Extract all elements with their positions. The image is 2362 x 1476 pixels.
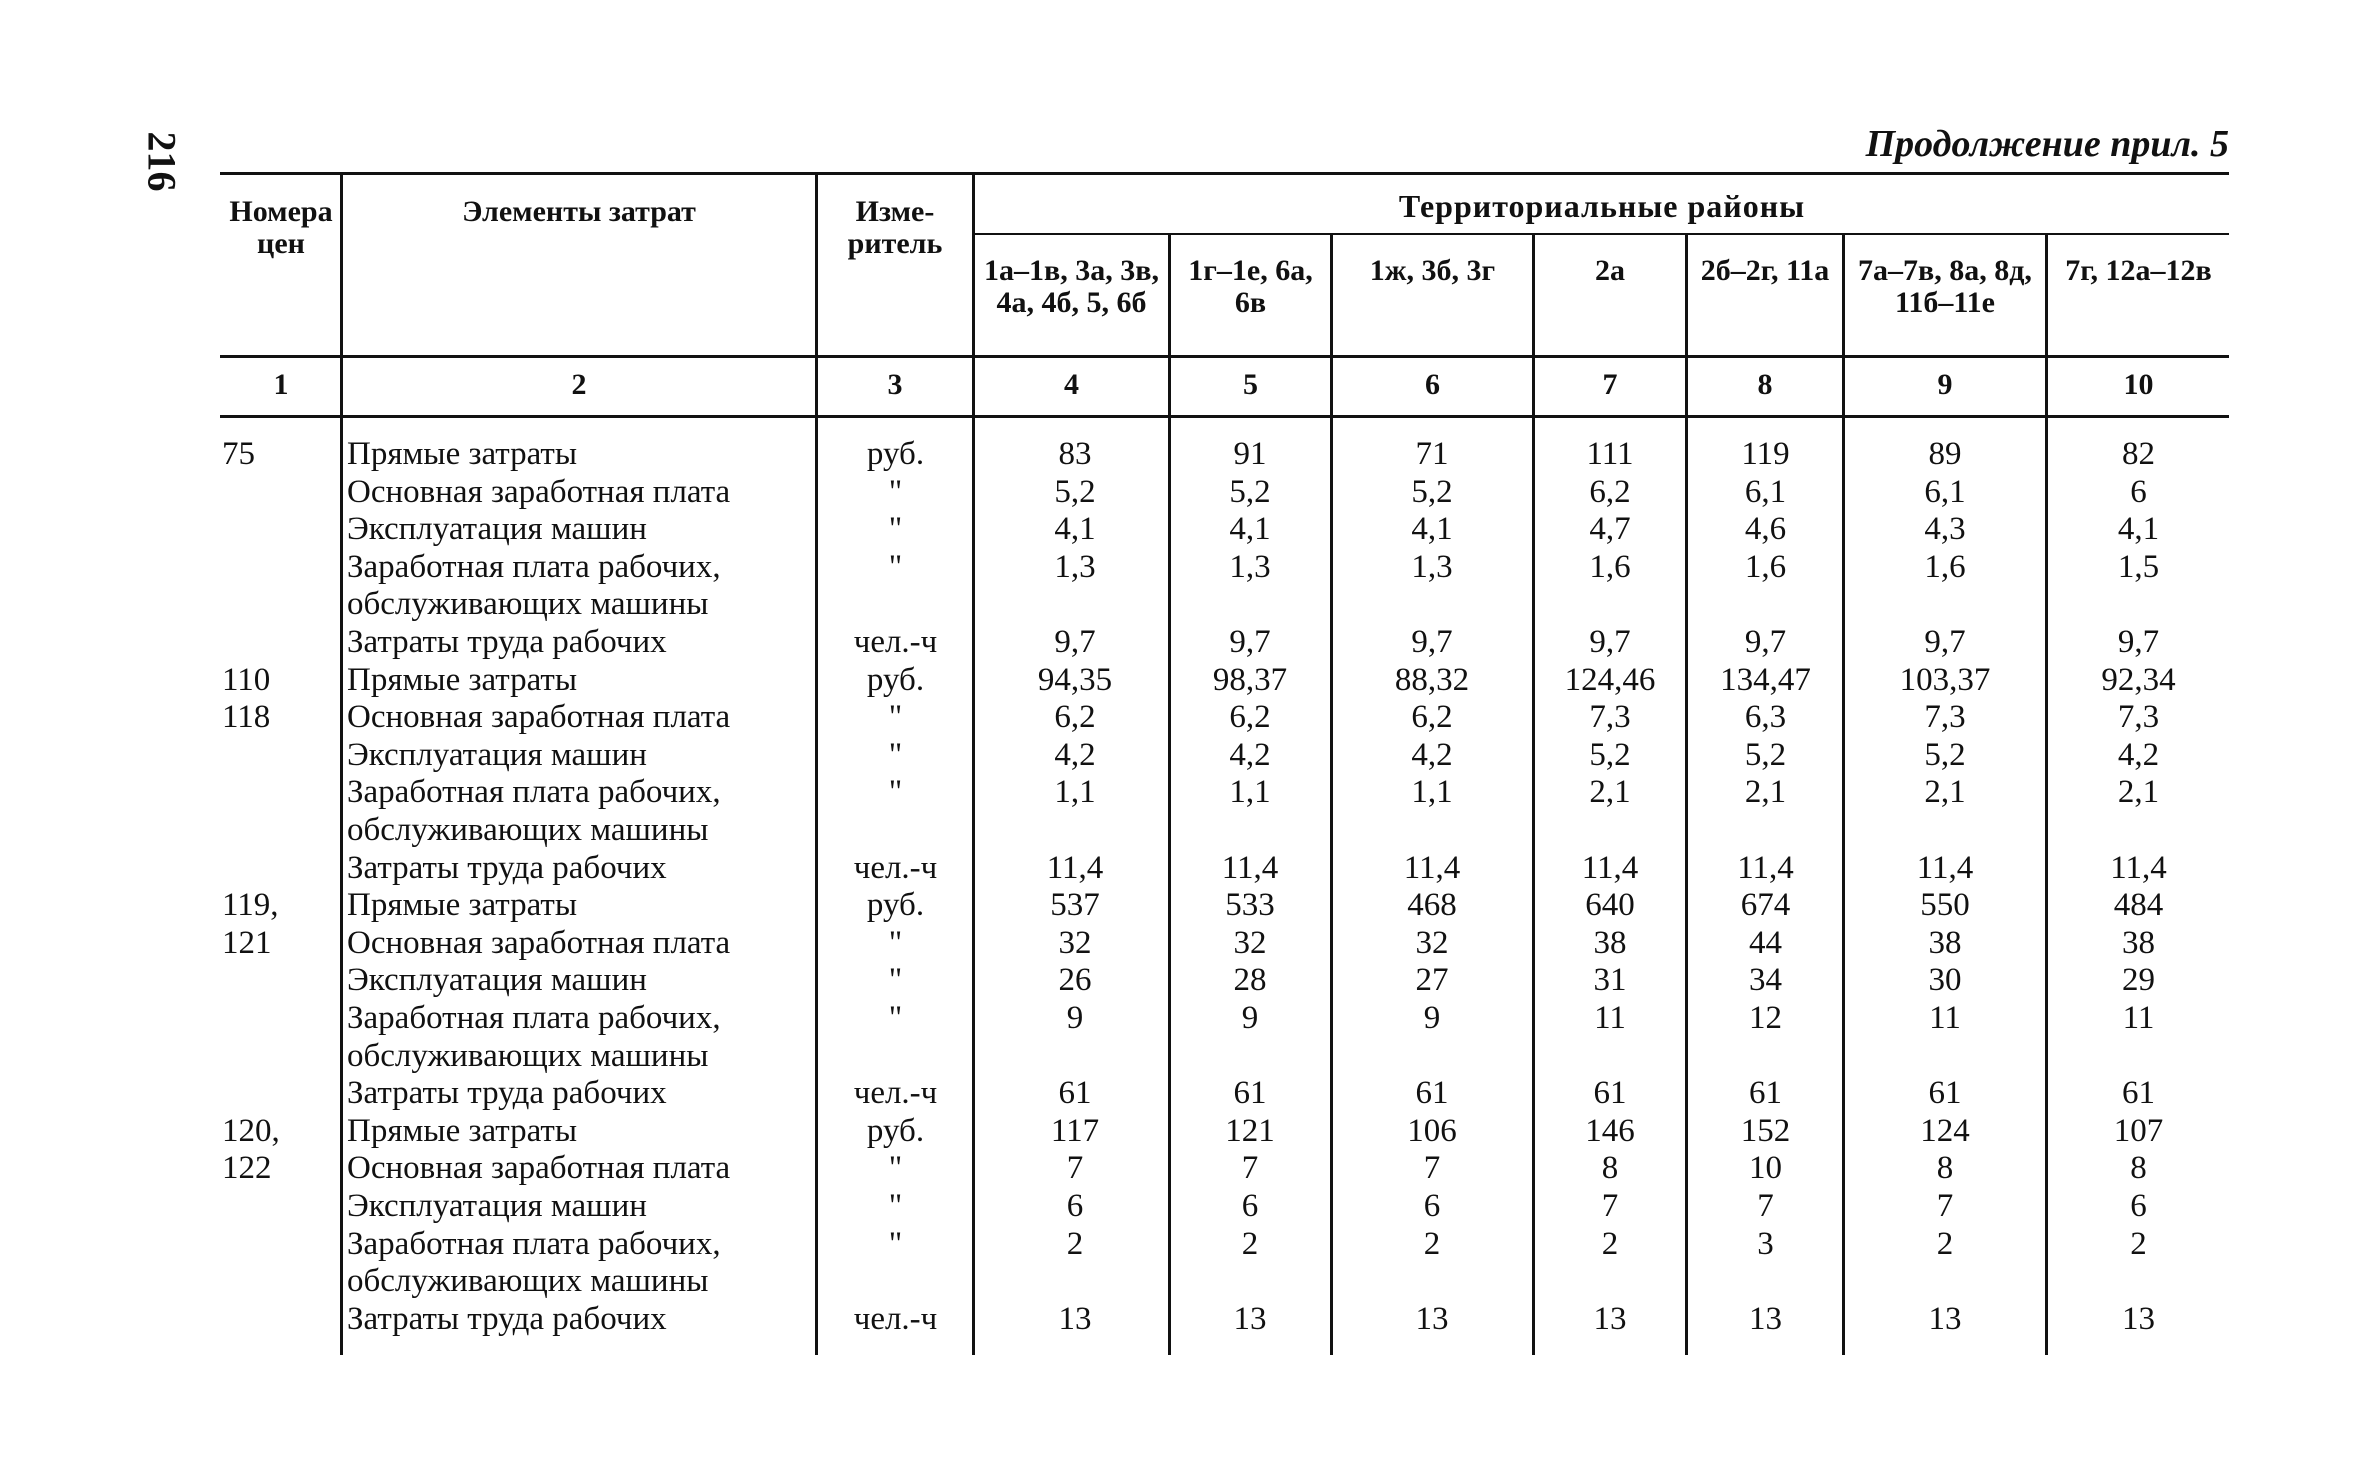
column-number: 1 [273, 368, 289, 401]
value-cell: 640 [1585, 887, 1635, 923]
value-cell: 44 [1749, 925, 1782, 961]
table-row [0, 435, 2362, 473]
value-cell: 6,3 [1744, 699, 1787, 735]
value-cell: 1,1 [1229, 774, 1271, 810]
value-cell: 92,34 [2101, 662, 2176, 698]
value-cell: 103,37 [1899, 662, 1991, 698]
value-cell: 7 [1066, 1150, 1084, 1186]
table-row [0, 924, 2362, 962]
value-cell: 61 [1233, 1075, 1267, 1111]
price-number: 119, [222, 887, 279, 923]
table-row [0, 1149, 2362, 1187]
value-cell: 13 [1749, 1301, 1782, 1337]
price-number: 122 [222, 1150, 272, 1186]
value-cell: 11,4 [1221, 850, 1279, 886]
value-cell: 61 [1749, 1075, 1782, 1111]
unit-cell: " [888, 962, 903, 998]
value-cell: 6,2 [1229, 699, 1271, 735]
group-header-rule [975, 233, 2229, 235]
value-cell: 89 [1928, 436, 1962, 472]
value-cell: 9,7 [2117, 624, 2160, 660]
value-cell: 13 [1058, 1301, 1092, 1337]
value-cell: 6,2 [1054, 699, 1096, 735]
value-cell: 4,2 [1411, 737, 1453, 773]
region-header: 1г–1е, 6а, 6в [1188, 254, 1313, 319]
header-bottom-rule [220, 355, 2229, 358]
value-cell: 12 [1749, 1000, 1782, 1036]
value-cell: 32 [1233, 925, 1267, 961]
unit-cell: " [888, 774, 903, 810]
table-row [0, 1037, 2362, 1075]
value-cell: 88,32 [1394, 662, 1470, 698]
value-cell: 38 [1593, 925, 1627, 961]
cost-element: Эксплуатация машин [347, 1188, 647, 1224]
region-header: 2б–2г, 11а [1700, 254, 1830, 287]
value-cell: 6,1 [1924, 474, 1966, 510]
table-row [0, 623, 2362, 661]
value-cell: 1,6 [1924, 549, 1966, 585]
cost-element: Прямые затраты [347, 662, 578, 698]
table-top-rule [220, 172, 2229, 175]
unit-cell: руб. [866, 1113, 925, 1149]
value-cell: 6,2 [1589, 474, 1631, 510]
value-cell: 468 [1407, 887, 1457, 923]
value-cell: 13 [1593, 1301, 1627, 1337]
region-header: 1ж, 3б, 3г [1369, 254, 1496, 287]
unit-cell: чел.-ч [853, 1301, 938, 1337]
value-cell: 2 [1066, 1226, 1084, 1262]
column-number: 9 [1937, 368, 1953, 401]
value-cell: 9,7 [1054, 624, 1096, 660]
header-prices: Номера цен [229, 195, 333, 260]
value-cell: 61 [1928, 1075, 1962, 1111]
unit-cell: " [888, 925, 903, 961]
value-cell: 9,7 [1924, 624, 1966, 660]
cost-element: обслуживающих машины [347, 586, 709, 622]
value-cell: 1,3 [1054, 549, 1096, 585]
value-cell: 29 [2122, 962, 2155, 998]
price-number: 75 [222, 436, 255, 472]
value-cell: 26 [1058, 962, 1092, 998]
table-row [0, 473, 2362, 511]
price-number: 110 [222, 662, 271, 698]
value-cell: 111 [1586, 436, 1634, 472]
column-number: 6 [1425, 368, 1440, 401]
price-number: 118 [222, 699, 271, 735]
value-cell: 61 [1593, 1075, 1627, 1111]
table-row [0, 1112, 2362, 1150]
table-row [0, 961, 2362, 999]
unit-cell: " [888, 1226, 903, 1262]
value-cell: 11,4 [1046, 850, 1104, 886]
table-row [0, 999, 2362, 1037]
caption: Продолжение прил. 5 [1865, 123, 2229, 165]
value-cell: 31 [1593, 962, 1627, 998]
value-cell: 2,1 [2117, 774, 2160, 810]
cost-element: Затраты труда рабочих [347, 624, 667, 660]
value-cell: 5,2 [1411, 474, 1453, 510]
value-cell: 5,2 [1924, 737, 1966, 773]
value-cell: 2 [1936, 1226, 1954, 1262]
value-cell: 8 [1936, 1150, 1954, 1186]
value-cell: 34 [1749, 962, 1782, 998]
column-number: 8 [1757, 368, 1773, 401]
value-cell: 6 [2130, 474, 2147, 510]
price-number: 120, [222, 1113, 280, 1149]
value-cell: 94,35 [1037, 662, 1113, 698]
value-cell: 121 [1225, 1113, 1275, 1149]
cost-element: Затраты труда рабочих [347, 850, 667, 886]
value-cell: 6 [1241, 1188, 1259, 1224]
numbers-bottom-rule [220, 415, 2229, 418]
cost-element: Основная заработная плата [347, 699, 731, 735]
table-row [0, 736, 2362, 774]
value-cell: 98,37 [1212, 662, 1288, 698]
unit-cell: " [888, 511, 903, 547]
value-cell: 7,3 [1924, 699, 1966, 735]
table-row [0, 1187, 2362, 1225]
unit-cell: " [888, 737, 903, 773]
value-cell: 2,1 [1589, 774, 1631, 810]
cost-element: обслуживающих машины [347, 1263, 709, 1299]
value-cell: 7 [1936, 1188, 1954, 1224]
value-cell: 27 [1415, 962, 1449, 998]
value-cell: 5,2 [1744, 737, 1787, 773]
value-cell: 1,1 [1054, 774, 1096, 810]
value-cell: 4,2 [1054, 737, 1096, 773]
table-row [0, 661, 2362, 699]
table-row [0, 886, 2362, 924]
value-cell: 13 [1233, 1301, 1267, 1337]
unit-cell: " [888, 474, 903, 510]
column-number: 3 [887, 368, 903, 401]
value-cell: 8 [2130, 1150, 2147, 1186]
unit-cell: " [888, 1188, 903, 1224]
header-regions-group: Территориальные районы [1398, 188, 1806, 224]
unit-cell: руб. [866, 662, 925, 698]
region-header: 2а [1595, 254, 1625, 287]
value-cell: 38 [1928, 925, 1962, 961]
cost-element: обслуживающих машины [347, 812, 709, 848]
value-cell: 4,1 [1054, 511, 1096, 547]
cost-element: Эксплуатация машин [347, 962, 647, 998]
cost-element: Прямые затраты [347, 436, 578, 472]
value-cell: 4,1 [2117, 511, 2160, 547]
value-cell: 9 [1066, 1000, 1084, 1036]
value-cell: 11 [1929, 1000, 1961, 1036]
column-number: 10 [2123, 368, 2154, 401]
value-cell: 9 [1423, 1000, 1441, 1036]
value-cell: 537 [1050, 887, 1100, 923]
header-unit: Изме-ритель [847, 195, 943, 260]
value-cell: 5,2 [1054, 474, 1096, 510]
value-cell: 8 [1601, 1150, 1619, 1186]
value-cell: 2,1 [1744, 774, 1787, 810]
unit-cell: руб. [866, 887, 925, 923]
value-cell: 11,4 [2110, 850, 2167, 886]
value-cell: 4,2 [2117, 737, 2160, 773]
value-cell: 1,3 [1411, 549, 1453, 585]
cost-element: Основная заработная плата [347, 1150, 731, 1186]
value-cell: 3 [1757, 1226, 1774, 1262]
page-number: 216 [139, 131, 185, 192]
value-cell: 30 [1928, 962, 1962, 998]
value-cell: 11,4 [1581, 850, 1639, 886]
cost-element: Затраты труда рабочих [347, 1301, 667, 1337]
value-cell: 13 [1415, 1301, 1449, 1337]
cost-element: Заработная плата рабочих, [347, 1000, 721, 1036]
table-row [0, 585, 2362, 623]
value-cell: 1,3 [1229, 549, 1271, 585]
value-cell: 38 [2122, 925, 2155, 961]
value-cell: 2,1 [1924, 774, 1966, 810]
cost-element: Эксплуатация машин [347, 737, 647, 773]
value-cell: 4,3 [1924, 511, 1966, 547]
table-row [0, 698, 2362, 736]
value-cell: 7,3 [1589, 699, 1631, 735]
value-cell: 7 [1601, 1188, 1619, 1224]
value-cell: 7 [1757, 1188, 1774, 1224]
value-cell: 152 [1740, 1113, 1791, 1149]
value-cell: 117 [1050, 1113, 1100, 1149]
value-cell: 134,47 [1720, 662, 1811, 698]
value-cell: 1,6 [1589, 549, 1631, 585]
value-cell: 4,6 [1744, 511, 1787, 547]
cost-element: Основная заработная плата [347, 925, 731, 961]
unit-cell: руб. [866, 436, 925, 472]
cost-element: Заработная плата рабочих, [347, 549, 721, 585]
value-cell: 9,7 [1411, 624, 1453, 660]
value-cell: 13 [1928, 1301, 1962, 1337]
unit-cell: " [888, 549, 903, 585]
column-number: 4 [1064, 368, 1079, 401]
value-cell: 1,6 [1744, 549, 1787, 585]
table-row [0, 1300, 2362, 1338]
value-cell: 9,7 [1744, 624, 1787, 660]
value-cell: 32 [1415, 925, 1449, 961]
value-cell: 11,4 [1403, 850, 1461, 886]
value-cell: 5,2 [1229, 474, 1271, 510]
value-cell: 124 [1920, 1113, 1970, 1149]
value-cell: 533 [1225, 887, 1275, 923]
table-row [0, 1074, 2362, 1112]
unit-cell: " [888, 699, 903, 735]
cost-element: Прямые затраты [347, 1113, 578, 1149]
value-cell: 4,7 [1589, 511, 1631, 547]
value-cell: 71 [1415, 436, 1449, 472]
table-row [0, 1225, 2362, 1263]
value-cell: 7 [1423, 1150, 1441, 1186]
value-cell: 6 [1066, 1188, 1084, 1224]
value-cell: 124,46 [1564, 662, 1656, 698]
value-cell: 61 [1058, 1075, 1092, 1111]
unit-cell: " [888, 1150, 903, 1186]
cost-element: Заработная плата рабочих, [347, 1226, 721, 1262]
value-cell: 2 [1241, 1226, 1259, 1262]
value-cell: 61 [1415, 1075, 1449, 1111]
value-cell: 61 [2122, 1075, 2155, 1111]
value-cell: 484 [2113, 887, 2164, 923]
cost-element: Прямые затраты [347, 887, 578, 923]
region-header: 7г, 12а–12в [2065, 254, 2212, 287]
table-row [0, 1262, 2362, 1300]
column-number: 2 [571, 368, 587, 401]
column-number: 7 [1602, 368, 1618, 401]
value-cell: 2 [1423, 1226, 1441, 1262]
value-cell: 4,2 [1229, 737, 1271, 773]
value-cell: 9,7 [1589, 624, 1631, 660]
value-cell: 106 [1407, 1113, 1457, 1149]
table-row [0, 548, 2362, 586]
value-cell: 674 [1740, 887, 1791, 923]
value-cell: 13 [2122, 1301, 2155, 1337]
value-cell: 91 [1233, 436, 1267, 472]
value-cell: 2 [2130, 1226, 2147, 1262]
value-cell: 32 [1058, 925, 1092, 961]
value-cell: 550 [1920, 887, 1970, 923]
unit-cell: чел.-ч [853, 1075, 938, 1111]
cost-element: Эксплуатация машин [347, 511, 647, 547]
value-cell: 4,1 [1411, 511, 1453, 547]
value-cell: 11,4 [1916, 850, 1974, 886]
value-cell: 107 [2113, 1113, 2164, 1149]
cost-element: Заработная плата рабочих, [347, 774, 721, 810]
region-header: 7а–7в, 8а, 8д, 11б–11е [1858, 254, 2032, 319]
value-cell: 9,7 [1229, 624, 1271, 660]
value-cell: 83 [1058, 436, 1092, 472]
value-cell: 2 [1601, 1226, 1619, 1262]
table-row [0, 849, 2362, 887]
unit-cell: чел.-ч [853, 624, 938, 660]
region-header: 1а–1в, 3а, 3в, 4а, 4б, 5, 6б [984, 254, 1159, 319]
value-cell: 10 [1749, 1150, 1782, 1186]
value-cell: 1,5 [2117, 549, 2160, 585]
value-cell: 7 [1241, 1150, 1259, 1186]
unit-cell: чел.-ч [853, 850, 938, 886]
cost-element: обслуживающих машины [347, 1038, 709, 1074]
value-cell: 11 [1594, 1000, 1626, 1036]
value-cell: 6 [1423, 1188, 1441, 1224]
column-number: 5 [1243, 368, 1258, 401]
price-number: 121 [222, 925, 272, 961]
value-cell: 6 [2130, 1188, 2147, 1224]
header-elements: Элементы затрат [462, 195, 696, 228]
value-cell: 9 [1241, 1000, 1259, 1036]
table-row [0, 811, 2362, 849]
value-cell: 11 [2122, 1000, 2155, 1036]
value-cell: 1,1 [1411, 774, 1453, 810]
value-cell: 6,1 [1744, 474, 1787, 510]
table-row [0, 773, 2362, 811]
cost-element: Затраты труда рабочих [347, 1075, 667, 1111]
value-cell: 6,2 [1411, 699, 1453, 735]
value-cell: 4,1 [1229, 511, 1271, 547]
value-cell: 7,3 [2117, 699, 2160, 735]
value-cell: 119 [1741, 436, 1790, 472]
value-cell: 82 [2122, 436, 2155, 472]
value-cell: 146 [1585, 1113, 1635, 1149]
table-row [0, 510, 2362, 548]
value-cell: 5,2 [1589, 737, 1631, 773]
value-cell: 28 [1233, 962, 1267, 998]
value-cell: 11,4 [1737, 850, 1794, 886]
cost-element: Основная заработная плата [347, 474, 731, 510]
unit-cell: " [888, 1000, 903, 1036]
